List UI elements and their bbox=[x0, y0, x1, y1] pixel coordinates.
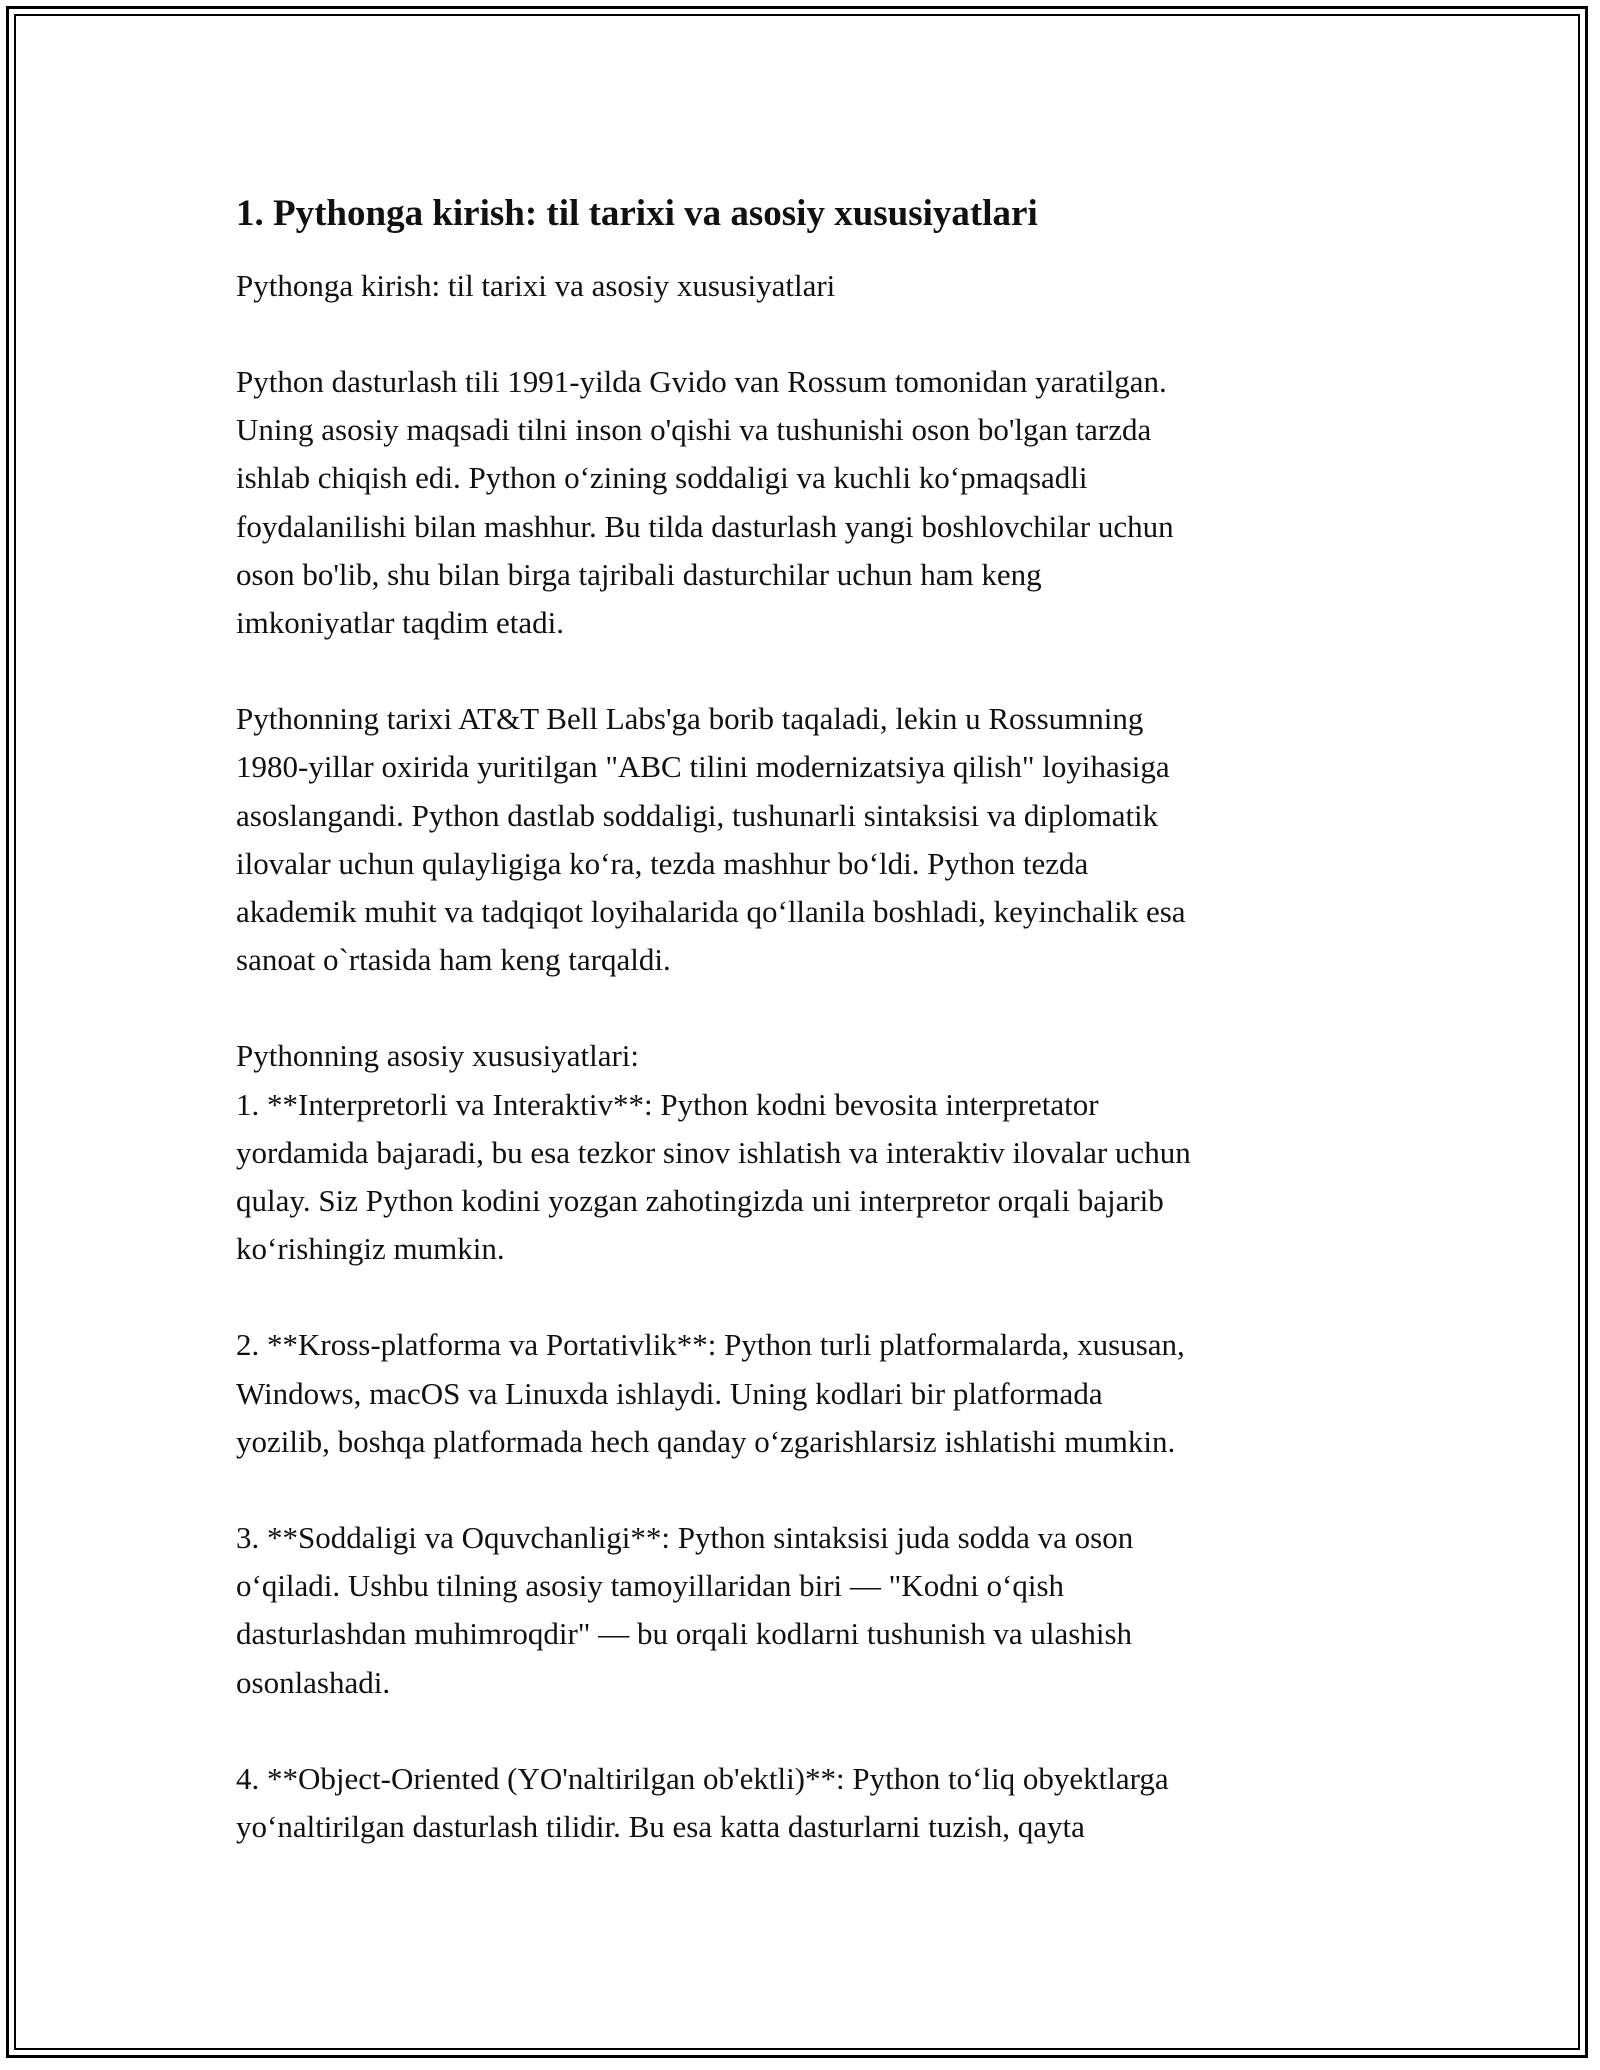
text-line: foydalanilishi bilan mashhur. Bu tilda dasturlash yangi boshlovchilar uchun bbox=[236, 508, 1174, 544]
text-line: asoslangandi. Python dastlab soddaligi, tushunarli sintaksisi va diplomatik bbox=[236, 797, 1159, 833]
text-line: 4. **Object-Oriented (YO'naltirilgan ob'ektli)**: Python to‘liq obyektlarga bbox=[236, 1760, 1169, 1796]
text-line: sanoat o`rtasida ham keng tarqaldi. bbox=[236, 942, 671, 978]
text-line: osonlashadi. bbox=[236, 1664, 391, 1700]
text-line: imkoniyatlar taqdim etadi. bbox=[236, 605, 564, 641]
paragraph-feature-simplicity bbox=[236, 1514, 1386, 1707]
document-body bbox=[236, 188, 1386, 1851]
text-line: Uning asosiy maqsadi tilni inson o'qishi va tushunishi oson bo'lgan tarzda bbox=[236, 412, 1152, 448]
text-line: yozilib, boshqa platformada hech qanday o‘zgarishlarsiz ishlatishi mumkin. bbox=[236, 1423, 1176, 1459]
text-line: yordamida bajaradi, bu esa tezkor sinov ishlatish va interaktiv ilovalar uchun bbox=[236, 1134, 1191, 1170]
text-line: o‘qiladi. Ushbu tilning asosiy tamoyillaridan biri — "Kodni o‘qish bbox=[236, 1568, 1065, 1604]
document-subheading: Pythonga kirish: til tarixi va asosiy xususiyatlari bbox=[236, 268, 836, 303]
paragraph-features-interpreted bbox=[236, 1032, 1386, 1273]
text-line: 1980-yillar oxirida yuritilgan "ABC tilini modernizatsiya qilish" loyihasiga bbox=[236, 749, 1170, 785]
text-line: qulay. Siz Python kodini yozgan zahotingizda uni interpretor orqali bajarib bbox=[236, 1183, 1164, 1219]
text-line: ishlab chiqish edi. Python o‘zining soddaligi va kuchli ko‘pmaqsadli bbox=[236, 460, 1088, 496]
text-line: Python dasturlash tili 1991-yilda Gvido van Rossum tomonidan yaratilgan. bbox=[236, 364, 1167, 399]
paragraph-python-history bbox=[236, 695, 1386, 984]
text-line: dasturlashdan muhimroqdir" — bu orqali kodlarni tushunish va ulashish bbox=[236, 1616, 1133, 1652]
text-line: yo‘naltirilgan dasturlash tilidir. Bu esa katta dasturlarni tuzish, qayta bbox=[236, 1809, 1085, 1845]
document-heading: 1. Pythonga kirish: til tarixi va asosiy xususiyatlari bbox=[236, 193, 1038, 234]
paragraph-feature-cross-platform bbox=[236, 1321, 1386, 1466]
paragraph-feature-object-oriented bbox=[236, 1755, 1386, 1851]
text-line: Windows, macOS va Linuxda ishlaydi. Uning kodlari bir platformada bbox=[236, 1375, 1103, 1411]
text-line: Pythonning tarixi AT&T Bell Labs'ga borib taqaladi, lekin u Rossumning bbox=[236, 701, 1144, 737]
text-line: ilovalar uchun qulayligiga ko‘ra, tezda mashhur bo‘ldi. Python tezda bbox=[236, 845, 1089, 881]
text-line: ko‘rishingiz mumkin. bbox=[236, 1231, 505, 1267]
text-line: 2. **Kross-platforma va Portativlik**: Python turli platformalarda, xususan, bbox=[236, 1327, 1185, 1363]
text-line: Pythonning asosiy xususiyatlari: bbox=[236, 1038, 639, 1074]
text-line: akademik muhit va tadqiqot loyihalarida qo‘llanila boshladi, keyinchalik esa bbox=[236, 894, 1186, 930]
paragraph-python-origin bbox=[236, 358, 1386, 647]
text-line: 1. **Interpretorli va Interaktiv**: Python kodni bevosita interpretator bbox=[236, 1086, 1099, 1122]
text-line: oson bo'lib, shu bilan birga tajribali dasturchilar uchun ham keng bbox=[236, 556, 1042, 592]
text-line: 3. **Soddaligi va Oquvchanligi**: Python sintaksisi juda sodda va oson bbox=[236, 1520, 1134, 1556]
